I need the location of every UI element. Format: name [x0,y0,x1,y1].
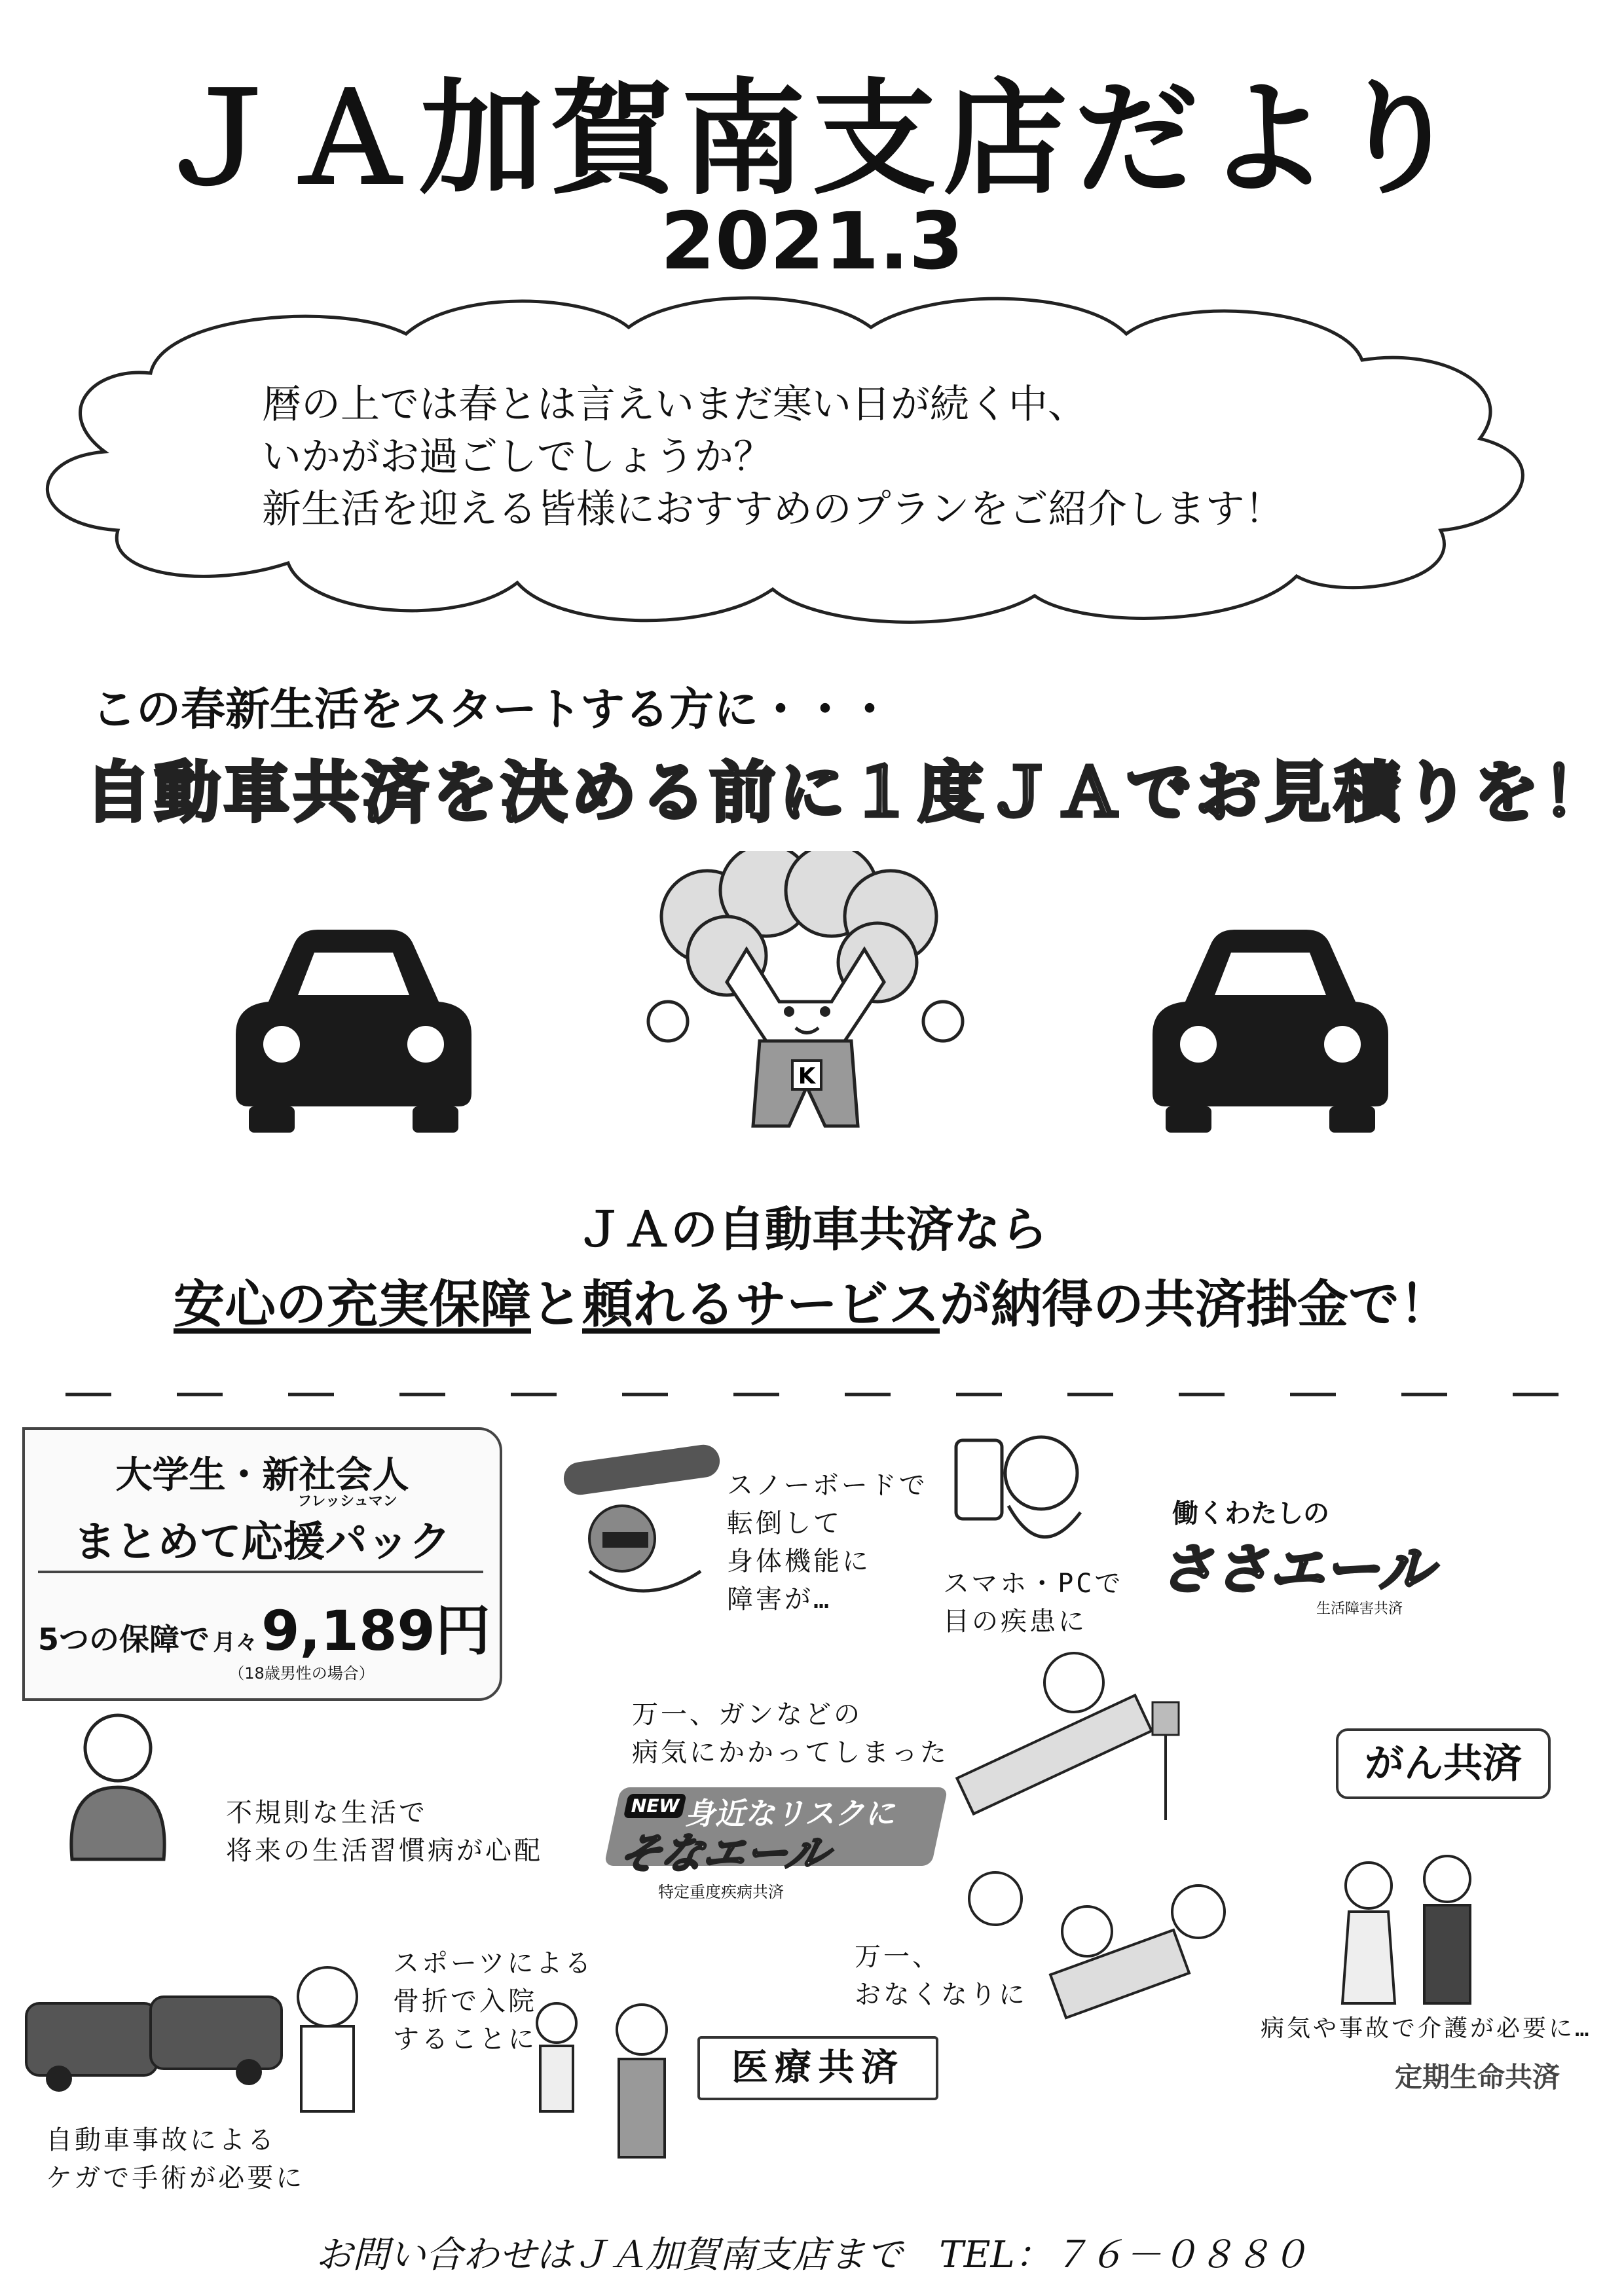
car-left-icon [223,923,485,1133]
pack-divider [38,1571,483,1573]
greeting-cloud [0,288,1624,655]
pack-monthly: 月々 [213,1630,258,1656]
note-care: 病気や事故で介護が必要に… [1261,2015,1592,2042]
new-badge: NEW [623,1794,687,1818]
tagline-part-3: 頼れるサービス [582,1275,940,1334]
snowboarder-icon [550,1440,733,1611]
medical-product-badge: 医療共済 [697,2036,938,2100]
life-product: 定期生命共済 [1395,2061,1560,2093]
contact-info: お問い合わせはＪＡ加賀南支店まで TEL：７６－０８８０ [316,2234,1308,2276]
elderly-couple-icon [1323,1846,1493,2016]
man-worried-icon [52,1709,183,1866]
cancer-product-badge: がん共済 [1336,1728,1551,1799]
note-cancer: 万一、ガンなどの 病気にかかってしまった [632,1700,949,1768]
auto-tagline [0,1264,1624,1337]
injured-player-icon [511,1997,707,2167]
tagline-part-2: と [530,1275,582,1334]
cloud-shape [0,288,1624,655]
freshman-pack-box [22,1427,502,1701]
note-death: 万一、 おなくなりに [855,1942,1027,2010]
pack-prefix: 5つの保障で [38,1622,210,1657]
pack-line-2: まとめて応援パック [73,1518,451,1567]
sonae-banner [604,1787,948,1878]
broccoli-mascot-icon [629,851,982,1139]
pack-condition: （18歳男性の場合） [229,1664,375,1683]
sasaeru-top: 働くわたしの [1172,1499,1329,1529]
tagline-part-4: が納得の共済掛金で！ [940,1275,1451,1334]
note-irregular: 不規則な生活で 将来の生活習慣病が心配 [226,1798,543,1866]
tagline-part-1: 安心の充実保障 [173,1275,531,1334]
issue-date: 2021.3 [660,196,964,287]
sonae-top: 身近なリスクに [683,1796,902,1831]
patient-in-bed-icon [943,1624,1192,1833]
mascot-letter: K [798,1063,816,1089]
sonae-logo: そなエール [614,1830,834,1878]
pack-ruby: フレッシュマン [297,1493,397,1510]
auto-lead: この春新生活をスタートする方に・・・ [92,684,892,736]
sonae-sub: 特定重度疾病共済 [658,1883,784,1901]
note-smartphone: スマホ・PCで 目の疾患に [943,1569,1124,1637]
pack-line-1: 大学生・新社会人 [115,1454,409,1497]
auto-headline: 自動車共済を決める前に１度ＪＡでお見積りを！ [85,754,1612,831]
ja-auto-text: ＪＡの自動車共済なら [576,1202,1048,1257]
dashed-divider [65,1388,1559,1401]
greeting-line-1: 暦の上では春とは言えいまだ寒い日が続く中、 [262,382,1087,428]
car-accident-icon [20,1951,373,2121]
note-snowboard: スノーボードで 転倒して 身体機能に 障害が… [727,1470,928,1614]
woman-smartphone-icon [943,1414,1113,1584]
car-right-icon [1139,923,1401,1133]
note-car-accident: 自動車事故による ケガで手術が必要に [46,2125,305,2193]
page-title: ＪＡ加賀南支店だより [157,67,1467,211]
sasaeru-logo: ささエール [1159,1537,1433,1601]
greeting-line-2: いかがお過ごしでしょうか？ [262,434,773,480]
note-sports: スポーツによる 骨折で入院 することに [393,1948,594,2054]
sasaeru-sub: 生活障害共済 [1316,1601,1403,1617]
greeting-line-3: 新生活を迎える皆様におすすめのプランをご紹介します！ [262,486,1284,532]
pack-price-row [38,1587,490,1666]
pack-price: 9,189円 [261,1599,490,1663]
